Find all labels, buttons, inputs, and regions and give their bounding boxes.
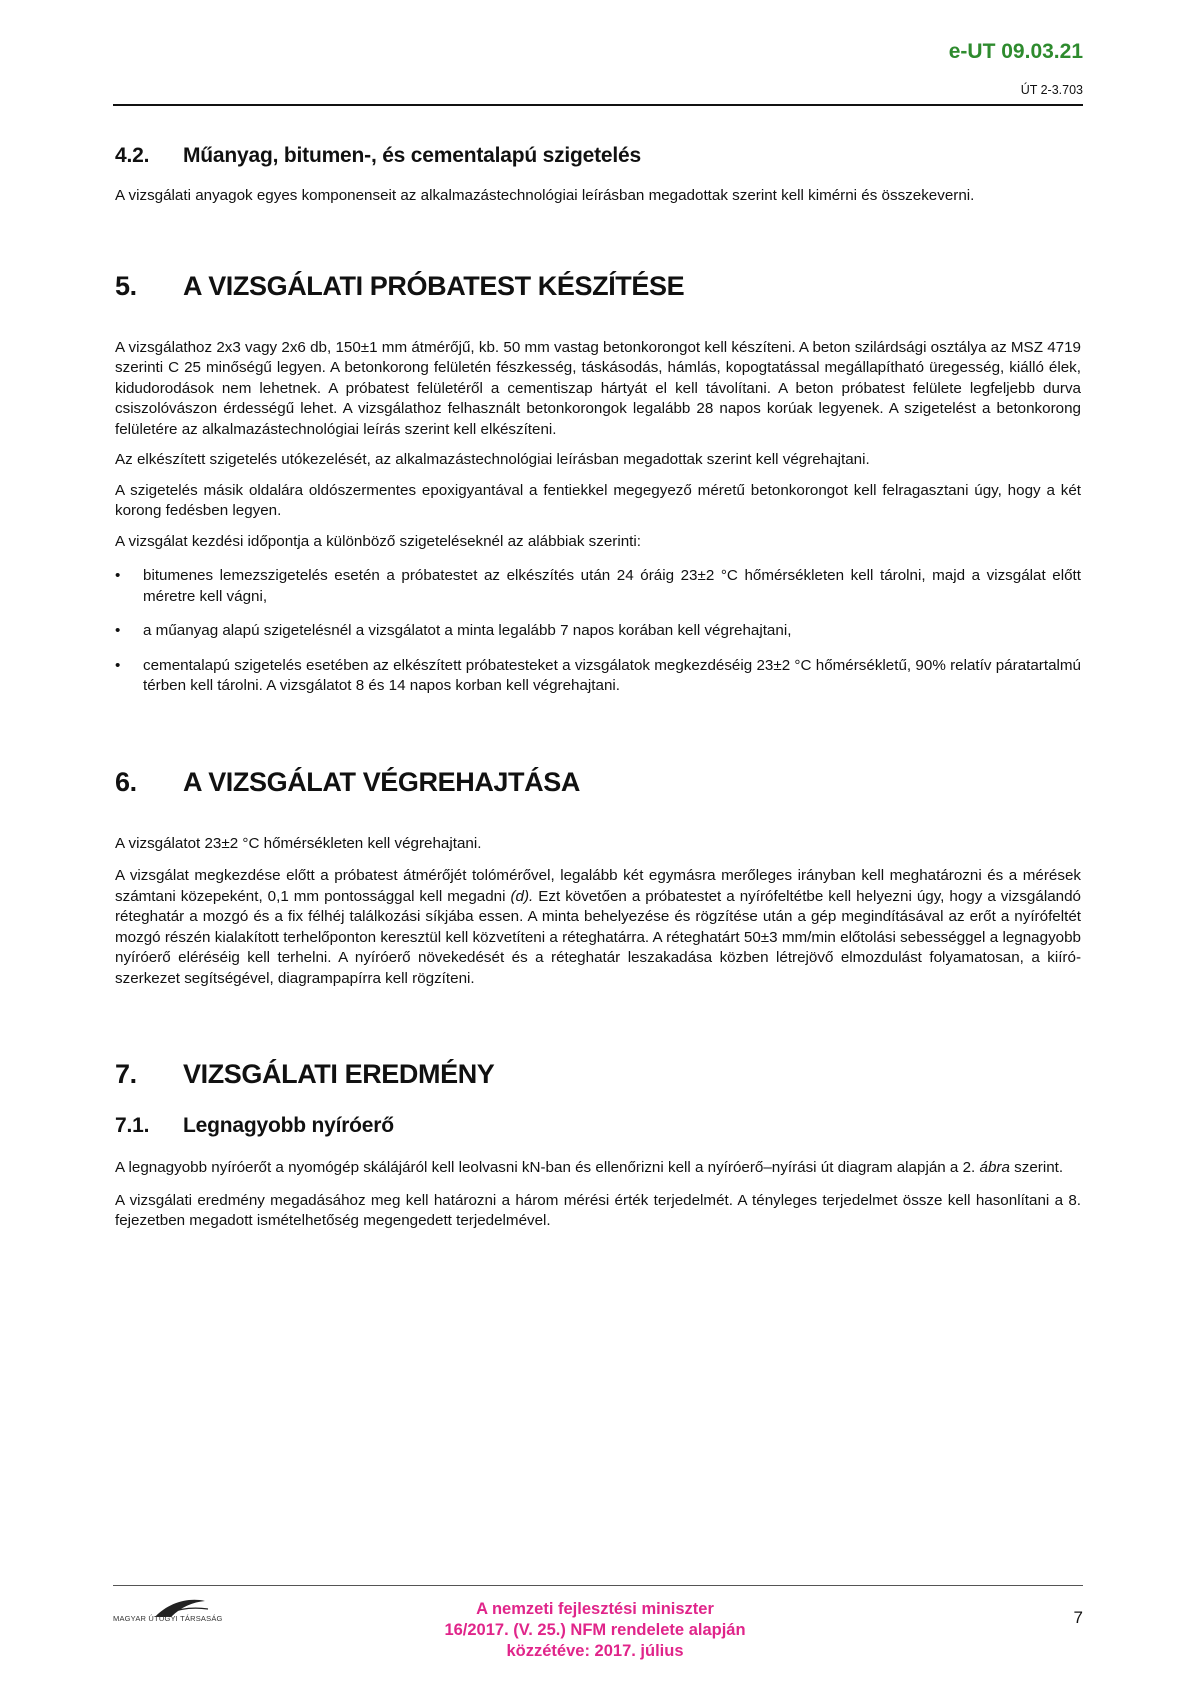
bird-logo-icon: [113, 1591, 263, 1631]
section-number: 4.2.: [115, 144, 150, 167]
bullet-glyph: •: [115, 622, 121, 639]
paragraph-text: Ezt követően a próbatestet a nyírófeltétbe kell helyezni úgy, hogy a vizsgálandó réteghatár a mozgó és a fix félhéj találkozási síkjába essen. A minta behelyezése és rögzítése után a gép megindításával az erőt a nyírófeltét mozgó részén kialakított terhelőponton keresztül kell közvetíteni a réteghatárra. A réteghatárt 50±3 mm/min előtolási sebességgel a legnagyobb nyíróerő eléréséig kell terhelni. A nyíróerő növekedését és a réteghatár leszakadása közben létrejövő elmozdulást folyamatosan, a kiírószerkezet segítségével, diagrampapírra kell rögzíteni.: [115, 887, 1081, 987]
section-7-heading: [115, 1059, 1081, 1090]
paragraph-text: szerint.: [1009, 1159, 1064, 1176]
page-number: 7: [1073, 1608, 1083, 1627]
paragraph: A vizsgálatot 23±2 °C hőmérsékleten kell végrehajtani.: [115, 834, 482, 852]
section-7-1-heading: [115, 1114, 1081, 1138]
paragraph: A vizsgálati anyagok egyes komponenseit az alkalmazástechnológiai leírásban megadottak szerint kell kimérni és összekeverni.: [115, 187, 975, 204]
paragraph: A vizsgálathoz 2x3 vagy 2x6 db, 150±1 mm átmérőjű, kb. 50 mm vastag betonkorongot kell készíteni. A beton szilárdsági osztálya az MSZ 4719 szerinti C 25 minőségű legyen. A betonkorong felületén fészkesség, táskásodás, hámlás, kopogtatással megállapítható üregesség, kiálló élek, kidudorodások nem lehetnek. A próbatest felületéről a cementiszap hártyát el kell távolítani. A beton próbatest felülete legfeljebb durva csiszolóvászon érdességű lehet. A vizsgálathoz felhasznált betonkorongok legalább 28 napos korúak legyenek. A szigetelést a betonkorong felületére az alkalmazástechnológiai leírás szerint kell elkészíteni.: [115, 338, 1081, 438]
figure-reference: ábra: [979, 1159, 1010, 1176]
section-number: 6.: [115, 766, 137, 797]
paragraph: Az elkészített szigetelés utókezelését, az alkalmazástechnológiai leírásban megadottak szerint kell végrehajtani.: [115, 451, 870, 468]
bullet-glyph: •: [115, 567, 121, 584]
bullet-glyph: •: [115, 656, 121, 674]
variable-symbol: (d).: [510, 887, 534, 905]
paragraph: A vizsgálati eredmény megadásához meg kell határozni a három mérési érték terjedelmét. A tényleges terjedelmet össze kell hasonlítani a 8. fejezetben megadott ismételhetőség megengedett terjedelmével.: [115, 1191, 1081, 1229]
list-item: [115, 621, 1081, 642]
list-item: [115, 566, 1081, 607]
section-title: Műanyag, bitumen-, és cementalapú szigetelés: [183, 144, 641, 167]
document-code: e-UT 09.03.21: [948, 40, 1083, 63]
publication-line: A nemzeti fejlesztési miniszter: [476, 1600, 714, 1618]
section-title: Legnagyobb nyíróerő: [183, 1114, 394, 1137]
list-item-text: cementalapú szigetelés esetében az elkészített próbatesteket a vizsgálatok megkezdéséig 23±2 °C hőmérsékletű, 90% relatív páratartalmú térben kell tárolni. A vizsgálatot 8 és 14 napos korban kell végrehajtani.: [143, 656, 1081, 694]
document-subcode: ÚT 2-3.703: [1020, 83, 1083, 97]
list-item-text: bitumenes lemezszigetelés esetén a próbatestet az elkészítés után 24 óráig 23±2 °C hőmérsékleten kell tárolni, majd a vizsgálat előtt méretre kell vágni,: [143, 567, 1081, 605]
organization-name: MAGYAR ÚTÜGYI TÁRSASÁG: [113, 1614, 223, 1623]
section-title: VIZSGÁLATI EREDMÉNY: [183, 1059, 495, 1089]
paragraph: [115, 1158, 1081, 1179]
section-number: 7.1.: [115, 1114, 150, 1137]
section-5-heading: [115, 271, 1081, 302]
section-title: A VIZSGÁLAT VÉGREHAJTÁSA: [183, 766, 580, 797]
paragraph: A vizsgálat kezdési időpontja a különböző szigeteléseknél az alábbiak szerinti:: [115, 532, 641, 550]
footer-divider: [113, 1585, 1083, 1586]
section-4-2-heading: [115, 144, 1081, 168]
publication-line: 16/2017. (V. 25.) NFM rendelete alapján: [444, 1621, 746, 1639]
section-6-heading: [115, 767, 1081, 798]
publication-notice: [345, 1599, 845, 1662]
paragraph-text: A vizsgálat megkezdése előtt a próbatest átmérőjét tolómérővel, legalább két egymásra merőleges irányban kell meghatározni és a mérések számtani közepeként, 0,1 mm pontossággal kell megadni: [115, 867, 1081, 905]
paragraph: [115, 866, 1081, 989]
section-title: A VIZSGÁLATI PRÓBATEST KÉSZÍTÉSE: [183, 270, 685, 301]
list-item-text: a műanyag alapú szigetelésnél a vizsgálatot a minta legalább 7 napos korában kell végrehajtani,: [143, 622, 792, 639]
organization-logo: [113, 1591, 263, 1631]
list-item: [115, 656, 1081, 697]
section-number: 5.: [115, 270, 137, 301]
paragraph: A szigetelés másik oldalára oldószermentes epoxigyantával a fentiekkel megegyező méretű betonkorongot kell felragasztani úgy, hogy a két korong fedésben legyen.: [115, 481, 1081, 519]
publication-line: közzétéve: 2017. július: [506, 1642, 684, 1660]
header-divider: [113, 104, 1083, 106]
section-number: 7.: [115, 1059, 137, 1089]
paragraph-text: A legnagyobb nyíróerőt a nyomógép skálájáról kell leolvasni kN-ban és ellenőrizni kell a nyíróerő–nyírási út diagram alapján a 2.: [115, 1159, 980, 1176]
page-content: [115, 144, 1081, 1232]
bullet-list: [115, 566, 1081, 697]
